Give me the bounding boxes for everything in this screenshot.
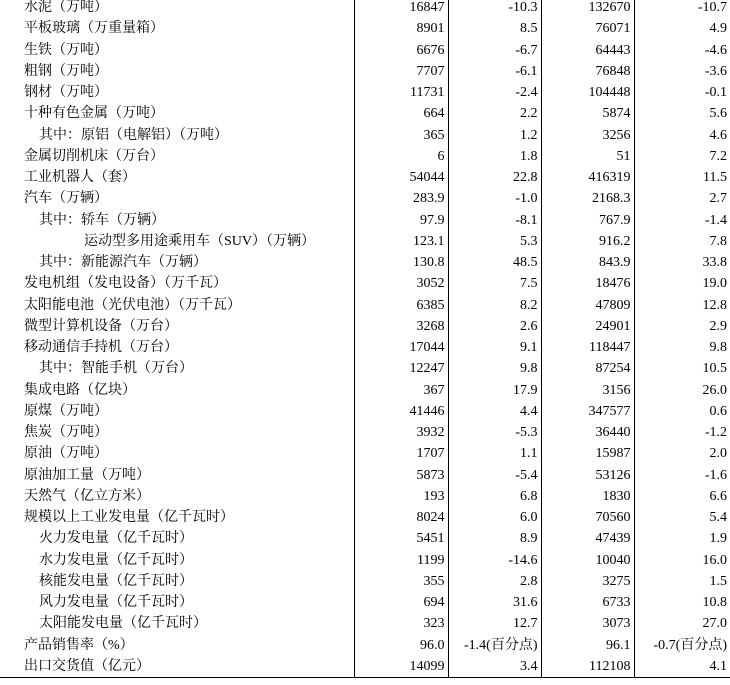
ytd-growth-rate: 0.6 — [634, 401, 730, 422]
month-output-value: 664 — [354, 103, 448, 124]
product-label: 焦炭（万吨） — [24, 425, 108, 441]
product-label: 原煤（万吨） — [24, 403, 108, 419]
product-label: 汽车（万辆） — [24, 191, 108, 207]
month-growth-rate: 6.8 — [448, 486, 541, 507]
ytd-output-value: 51 — [541, 146, 634, 167]
ytd-output-value: 767.9 — [541, 210, 634, 231]
month-output-value: 6385 — [354, 295, 448, 316]
month-growth-rate: -10.3 — [448, 0, 541, 18]
month-output-value: 12247 — [354, 358, 448, 379]
month-growth-rate: 9.1 — [448, 337, 541, 358]
table-row — [0, 210, 730, 231]
ytd-output-value: 64443 — [541, 40, 634, 61]
ytd-growth-rate: 5.4 — [634, 507, 730, 528]
table-row — [0, 146, 730, 167]
ytd-growth-rate: -3.6 — [634, 61, 730, 82]
month-output-value: 130.8 — [354, 252, 448, 273]
table-row — [0, 656, 730, 678]
product-label: 工业机器人（套） — [24, 170, 136, 186]
month-output-value: 193 — [354, 486, 448, 507]
table-row — [0, 507, 730, 528]
table-row — [0, 592, 730, 613]
product-label: 发电机组（发电设备）（万千瓦） — [24, 276, 227, 292]
ytd-growth-rate: 11.5 — [634, 167, 730, 188]
ytd-output-value: 24901 — [541, 316, 634, 337]
product-label: 风力发电量（亿千瓦时） — [39, 595, 193, 611]
ytd-output-value: 47809 — [541, 295, 634, 316]
table-row — [0, 167, 730, 188]
ytd-growth-rate: 2.9 — [634, 316, 730, 337]
month-output-value: 3932 — [354, 422, 448, 443]
ytd-growth-rate: -10.7 — [634, 0, 730, 18]
month-growth-rate: -5.4 — [448, 465, 541, 486]
product-label: 出口交货值（亿元） — [0, 656, 354, 678]
ytd-growth-rate: -1.6 — [634, 465, 730, 486]
product-label: 太阳能发电量（亿千瓦时） — [39, 616, 207, 632]
ytd-growth-rate: -0.1 — [634, 82, 730, 103]
month-growth-rate: -1.0 — [448, 188, 541, 209]
table-row — [0, 61, 730, 82]
ytd-growth-rate: 7.2 — [634, 146, 730, 167]
ytd-output-value: 112108 — [541, 656, 634, 678]
product-label: 火力发电量（亿千瓦时） — [39, 531, 193, 547]
product-label: 产品销售率（%） — [24, 637, 134, 653]
month-growth-rate: -6.1 — [448, 61, 541, 82]
month-output-value: 97.9 — [354, 210, 448, 231]
table-row — [0, 273, 730, 294]
ytd-growth-rate: 4.6 — [634, 125, 730, 146]
table-row — [0, 295, 730, 316]
month-growth-rate: 1.1 — [448, 443, 541, 464]
month-output-value: 5451 — [354, 528, 448, 549]
month-growth-rate: -14.6 — [448, 550, 541, 571]
month-output-value: 5873 — [354, 465, 448, 486]
table-row — [0, 380, 730, 401]
month-output-value: 41446 — [354, 401, 448, 422]
table-row — [0, 443, 730, 464]
product-label: 其中：新能源汽车（万辆） — [39, 255, 207, 271]
ytd-output-value: 3073 — [541, 613, 634, 634]
month-growth-rate: 1.2 — [448, 125, 541, 146]
month-output-value: 96.0 — [354, 635, 448, 656]
month-growth-rate: -8.1 — [448, 210, 541, 231]
month-growth-rate: 6.0 — [448, 507, 541, 528]
month-growth-rate: -1.4(百分点) — [448, 635, 541, 656]
table-row — [0, 0, 730, 18]
table-row — [0, 613, 730, 634]
month-output-value: 8901 — [354, 18, 448, 39]
product-label: 生铁（万吨） — [24, 42, 108, 58]
ytd-growth-rate: -4.6 — [634, 40, 730, 61]
month-output-value: 6676 — [354, 40, 448, 61]
table-row — [0, 401, 730, 422]
ytd-growth-rate: -1.4 — [634, 210, 730, 231]
product-label: 原油加工量（万吨） — [24, 467, 150, 483]
table-row — [0, 358, 730, 379]
month-output-value: 3052 — [354, 273, 448, 294]
month-output-value: 365 — [354, 125, 448, 146]
table-row — [0, 486, 730, 507]
table-row — [0, 231, 730, 252]
table-row — [0, 316, 730, 337]
ytd-output-value: 5874 — [541, 103, 634, 124]
month-growth-rate: 31.6 — [448, 592, 541, 613]
product-label: 核能发电量（亿千瓦时） — [39, 573, 193, 589]
ytd-growth-rate: 5.6 — [634, 103, 730, 124]
month-output-value: 3268 — [354, 316, 448, 337]
product-label: 水泥（万吨） — [24, 0, 108, 16]
month-output-value: 1199 — [354, 550, 448, 571]
product-label: 粗钢（万吨） — [24, 63, 108, 79]
month-growth-rate: 1.8 — [448, 146, 541, 167]
product-label: 太阳能电池（光伏电池）（万千瓦） — [24, 297, 241, 313]
month-growth-rate: 7.5 — [448, 273, 541, 294]
product-label: 金属切削机床（万台） — [24, 148, 164, 164]
ytd-output-value: 76848 — [541, 61, 634, 82]
table-row — [0, 422, 730, 443]
product-label: 十种有色金属（万吨） — [24, 106, 164, 122]
ytd-output-value: 47439 — [541, 528, 634, 549]
ytd-growth-rate: 1.5 — [634, 571, 730, 592]
ytd-output-value: 1830 — [541, 486, 634, 507]
product-label: 规模以上工业发电量（亿千瓦时） — [24, 510, 234, 526]
ytd-output-value: 3156 — [541, 380, 634, 401]
ytd-growth-rate: -1.2 — [634, 422, 730, 443]
table-row — [0, 635, 730, 656]
ytd-output-value: 132670 — [541, 0, 634, 18]
month-growth-rate: 5.3 — [448, 231, 541, 252]
product-label: 集成电路（亿块） — [24, 382, 136, 398]
month-growth-rate: 2.2 — [448, 103, 541, 124]
month-growth-rate: 8.9 — [448, 528, 541, 549]
month-output-value: 17044 — [354, 337, 448, 358]
ytd-output-value: 118447 — [541, 337, 634, 358]
ytd-output-value: 2168.3 — [541, 188, 634, 209]
month-growth-rate: 3.4 — [448, 656, 541, 678]
ytd-output-value: 87254 — [541, 358, 634, 379]
table-row — [0, 337, 730, 358]
ytd-growth-rate: 27.0 — [634, 613, 730, 634]
table-row — [0, 40, 730, 61]
ytd-output-value: 53126 — [541, 465, 634, 486]
month-growth-rate: -6.7 — [448, 40, 541, 61]
ytd-growth-rate: 7.8 — [634, 231, 730, 252]
product-label: 其中：原铝（电解铝）（万吨） — [39, 127, 228, 143]
month-output-value: 7707 — [354, 61, 448, 82]
month-output-value: 367 — [354, 380, 448, 401]
product-label: 运动型多用途乘用车（SUV）（万辆） — [84, 233, 316, 249]
table-row — [0, 528, 730, 549]
ytd-output-value: 3275 — [541, 571, 634, 592]
table-row — [0, 188, 730, 209]
month-growth-rate: 2.6 — [448, 316, 541, 337]
product-label: 其中：轿车（万辆） — [39, 212, 165, 228]
month-growth-rate: -2.4 — [448, 82, 541, 103]
product-label: 移动通信手持机（万台） — [24, 340, 178, 356]
product-label: 天然气（亿立方米） — [24, 488, 150, 504]
table-row — [0, 252, 730, 273]
month-growth-rate: 9.8 — [448, 358, 541, 379]
product-label: 水力发电量（亿千瓦时） — [39, 552, 193, 568]
month-growth-rate: 12.7 — [448, 613, 541, 634]
ytd-growth-rate: 9.8 — [634, 337, 730, 358]
product-label: 其中：智能手机（万台） — [39, 361, 193, 377]
product-label: 微型计算机设备（万台） — [24, 318, 178, 334]
ytd-growth-rate: 19.0 — [634, 273, 730, 294]
ytd-output-value: 76071 — [541, 18, 634, 39]
month-output-value: 8024 — [354, 507, 448, 528]
ytd-growth-rate: 10.5 — [634, 358, 730, 379]
month-growth-rate: 8.5 — [448, 18, 541, 39]
month-output-value: 1707 — [354, 443, 448, 464]
month-output-value: 355 — [354, 571, 448, 592]
ytd-output-value: 36440 — [541, 422, 634, 443]
month-growth-rate: 48.5 — [448, 252, 541, 273]
ytd-growth-rate: 10.8 — [634, 592, 730, 613]
product-label: 平板玻璃（万重量箱） — [24, 21, 164, 37]
month-output-value: 123.1 — [354, 231, 448, 252]
ytd-output-value: 70560 — [541, 507, 634, 528]
ytd-output-value: 104448 — [541, 82, 634, 103]
ytd-output-value: 916.2 — [541, 231, 634, 252]
month-growth-rate: 8.2 — [448, 295, 541, 316]
ytd-growth-rate: 26.0 — [634, 380, 730, 401]
month-output-value: 11731 — [354, 82, 448, 103]
ytd-growth-rate: 2.7 — [634, 188, 730, 209]
ytd-output-value: 843.9 — [541, 252, 634, 273]
month-output-value: 54044 — [354, 167, 448, 188]
month-growth-rate: 22.8 — [448, 167, 541, 188]
month-output-value: 283.9 — [354, 188, 448, 209]
ytd-output-value: 18476 — [541, 273, 634, 294]
ytd-growth-rate: 4.9 — [634, 18, 730, 39]
table-row — [0, 550, 730, 571]
month-growth-rate: -5.3 — [448, 422, 541, 443]
month-output-value: 16847 — [354, 0, 448, 18]
ytd-growth-rate: 33.8 — [634, 252, 730, 273]
ytd-output-value: 6733 — [541, 592, 634, 613]
ytd-output-value: 416319 — [541, 167, 634, 188]
ytd-growth-rate: 12.8 — [634, 295, 730, 316]
table-row — [0, 465, 730, 486]
table-row — [0, 103, 730, 124]
ytd-output-value: 10040 — [541, 550, 634, 571]
table-row — [0, 18, 730, 39]
ytd-output-value: 15987 — [541, 443, 634, 464]
ytd-growth-rate: 1.9 — [634, 528, 730, 549]
ytd-output-value: 3256 — [541, 125, 634, 146]
ytd-growth-rate: 6.6 — [634, 486, 730, 507]
month-output-value: 14099 — [354, 656, 448, 678]
ytd-growth-rate: -0.7(百分点) — [634, 635, 730, 656]
table-row — [0, 125, 730, 146]
month-growth-rate: 2.8 — [448, 571, 541, 592]
month-growth-rate: 4.4 — [448, 401, 541, 422]
ytd-growth-rate: 4.1 — [634, 656, 730, 678]
month-output-value: 694 — [354, 592, 448, 613]
ytd-growth-rate: 16.0 — [634, 550, 730, 571]
product-label: 钢材（万吨） — [24, 85, 108, 101]
ytd-growth-rate: 2.0 — [634, 443, 730, 464]
ytd-output-value: 347577 — [541, 401, 634, 422]
month-output-value: 6 — [354, 146, 448, 167]
table-row — [0, 571, 730, 592]
table-row — [0, 82, 730, 103]
month-growth-rate: 17.9 — [448, 380, 541, 401]
month-output-value: 323 — [354, 613, 448, 634]
ytd-output-value: 96.1 — [541, 635, 634, 656]
product-label: 原油（万吨） — [24, 446, 108, 462]
